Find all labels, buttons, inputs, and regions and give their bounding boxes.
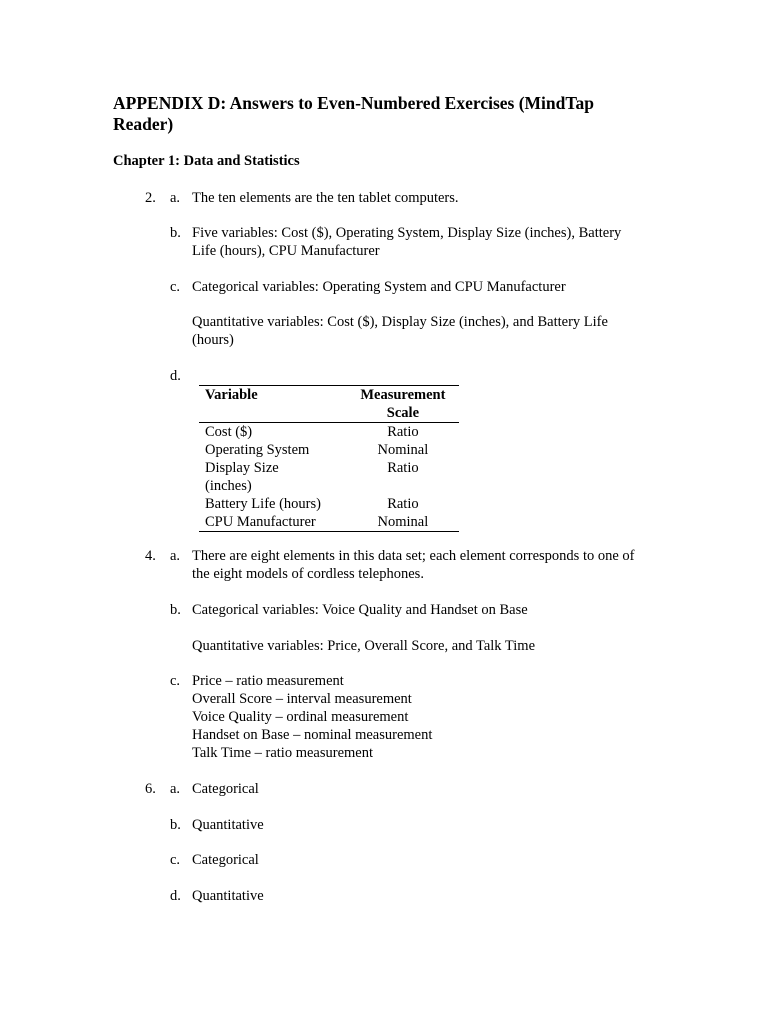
table-row (199, 441, 459, 459)
table-header-row (199, 386, 459, 423)
part-label: c. (170, 673, 181, 689)
answer-text: (hours) (192, 332, 234, 348)
part-label: a. (170, 190, 181, 206)
part-label: d. (170, 888, 181, 904)
answer-text: There are eight elements in this data set; each element corresponds to one of (192, 548, 635, 564)
exercise-number: 6. (145, 781, 156, 797)
part-label: b. (170, 817, 181, 833)
answer-line: Price – ratio measurement (192, 673, 344, 689)
table-row (199, 423, 459, 442)
answer-line: Voice Quality – ordinal measurement (192, 709, 409, 725)
answer-text: Five variables: Cost ($), Operating System, Display Size (inches), Battery (192, 225, 622, 241)
table-row (199, 513, 459, 532)
header-scale-line: Measurement (360, 387, 446, 403)
answer-text: Quantitative (192, 888, 264, 904)
answer-text: Categorical variables: Operating System and CPU Manufacturer (192, 279, 566, 295)
exercise-number: 4. (145, 548, 156, 564)
variable-cell-line: (inches) (205, 478, 252, 494)
exercise-number: 2. (145, 190, 156, 206)
answer-line: Talk Time – ratio measurement (192, 745, 374, 761)
part-label: c. (170, 279, 181, 295)
column-header-variable: Variable (205, 387, 258, 403)
scale-cell: Nominal (377, 514, 429, 530)
variable-cell: CPU Manufacturer (205, 514, 316, 530)
answer-line: Handset on Base – nominal measurement (192, 727, 433, 743)
scale-cell: Ratio (387, 496, 419, 512)
measurement-scale-table (199, 385, 459, 532)
answer-text: Categorical (192, 781, 259, 797)
scale-cell: Ratio (387, 424, 419, 440)
answer-text: Quantitative variables: Price, Overall Score, and Talk Time (192, 638, 536, 654)
variable-cell: Operating System (205, 442, 310, 458)
part-label: d. (170, 368, 181, 384)
table-row (199, 459, 459, 495)
answer-text: Categorical (192, 852, 259, 868)
answer-line: Overall Score – interval measurement (192, 691, 412, 707)
answer-text: Life (hours), CPU Manufacturer (192, 243, 380, 259)
header-scale-line: Scale (386, 405, 420, 421)
column-header-scale (347, 386, 459, 423)
part-label: a. (170, 781, 181, 797)
appendix-title: APPENDIX D: Answers to Even-Numbered Exercises (MindTap Reader) (113, 93, 594, 134)
part-label: a. (170, 548, 181, 564)
answer-text: Categorical variables: Voice Quality and Handset on Base (192, 602, 528, 618)
chapter-heading: Chapter 1: Data and Statistics (113, 153, 300, 169)
part-label: b. (170, 225, 181, 241)
table-row (199, 495, 459, 513)
answer-text: Quantitative (192, 817, 264, 833)
part-label: c. (170, 852, 181, 868)
answer-text: The ten elements are the ten tablet computers. (192, 190, 459, 206)
answer-text: Quantitative variables: Cost ($), Display Size (inches), and Battery Life (192, 314, 608, 330)
variable-cell (199, 459, 347, 495)
variable-cell-line: Display Size (205, 460, 279, 476)
answer-text: the eight models of cordless telephones. (192, 566, 424, 582)
variable-cell: Cost ($) (205, 424, 253, 440)
scale-cell: Ratio (387, 460, 419, 476)
scale-cell: Nominal (377, 442, 429, 458)
part-label: b. (170, 602, 181, 618)
variable-cell: Battery Life (hours) (205, 496, 321, 512)
